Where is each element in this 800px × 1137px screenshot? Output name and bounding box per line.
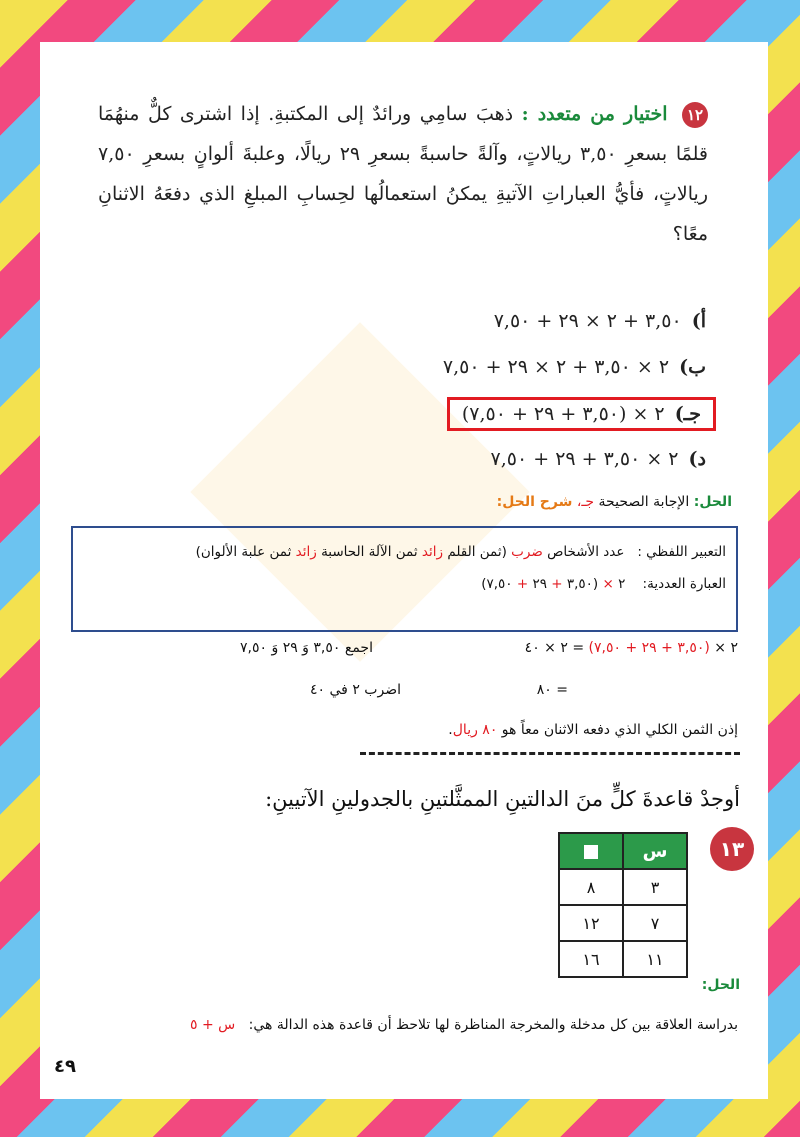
solution-13-heading: الحل: (701, 977, 740, 993)
option-c-correct: جـ) ٢ × (٣,٥٠ + ٢٩ + ٧,٥٠) (447, 397, 716, 431)
textbook-page (40, 42, 768, 1099)
problem-title: اختيار من متعدد : (521, 103, 668, 125)
explanation-box (71, 526, 738, 632)
problem-statement: ذهبَ سامِي ورائدٌ إلى المكتبةِ. إذا اشترى كلٌّ منهُمَا قلمًا بسعرِ ٣,٥٠ ريالاتٍ، وآلةً حاسبةً بسعرِ ٢٩ ريالًا، وعلبةَ ألوانٍ بسعرِ ٧,٥٠ ريالاتٍ، فأيُّ العباراتِ الآتيةِ يمكنُ استعمالُها لحِسابِ المبلغِ الذي دفعَهُ الاثنانِ معًا؟ (98, 103, 708, 245)
step-2-equation: = ٨٠ (536, 682, 568, 698)
part-heading: أوجدْ قاعدةَ كلٍّ منَ الدالتينِ الممثَّلتينِ بالجدولينِ الآتيينِ: (265, 787, 740, 811)
step-1-equation: ٢ × (٣,٥٠ + ٢٩ + ٧,٥٠) = ٢ × ٤٠ (524, 640, 738, 656)
problem-12-text (98, 94, 708, 254)
header-input-x: س (623, 833, 687, 869)
problem-13-badge: ١٣ (710, 827, 754, 871)
table-header-row (559, 833, 687, 869)
option-d: د) ٢ × ٣,٥٠ + ٢٩ + ٧,٥٠ (490, 448, 706, 470)
problem-number-badge: ١٢ (682, 102, 708, 128)
section-divider (360, 752, 740, 755)
function-table (558, 832, 688, 978)
step-2-note: اضرب ٢ في ٤٠ (310, 682, 401, 698)
table-row: ٣ ٨ (559, 869, 687, 905)
answer-line: الحل: الإجابة الصحيحة جـ، شرح الحل: (496, 494, 732, 510)
solution-13-text: بدراسة العلاقة بين كل مدخلة والمخرجة المناظرة لها تلاحظ أن قاعدة هذه الدالة هي: س + ٥ (190, 1017, 738, 1033)
table-row: ٧ ١٢ (559, 905, 687, 941)
page-number: ٤٩ (54, 1056, 76, 1077)
header-output-square (559, 833, 623, 869)
table-row: ١١ ١٦ (559, 941, 687, 977)
square-icon (584, 845, 598, 859)
conclusion-line: إذن الثمن الكلي الذي دفعه الاثنان معاً هو ٨٠ ريال. (448, 722, 738, 738)
verbal-expression-line: التعبير اللفظي : عدد الأشخاص ضرب (ثمن القلم زائد ثمن الآلة الحاسبة زائد ثمن علبة الألوان) (195, 544, 726, 560)
step-1-note: اجمع ٣,٥٠ وَ ٢٩ وَ ٧,٥٠ (240, 640, 373, 656)
option-b: ب) ٢ × ٣,٥٠ + ٢ × ٢٩ + ٧,٥٠ (442, 356, 706, 378)
option-a: أ) ٣,٥٠ + ٢ × ٢٩ + ٧,٥٠ (493, 310, 706, 332)
numeric-expression-line: العبارة العددية: ٢ × (٣,٥٠ + ٢٩ + ٧,٥٠) (481, 576, 726, 592)
